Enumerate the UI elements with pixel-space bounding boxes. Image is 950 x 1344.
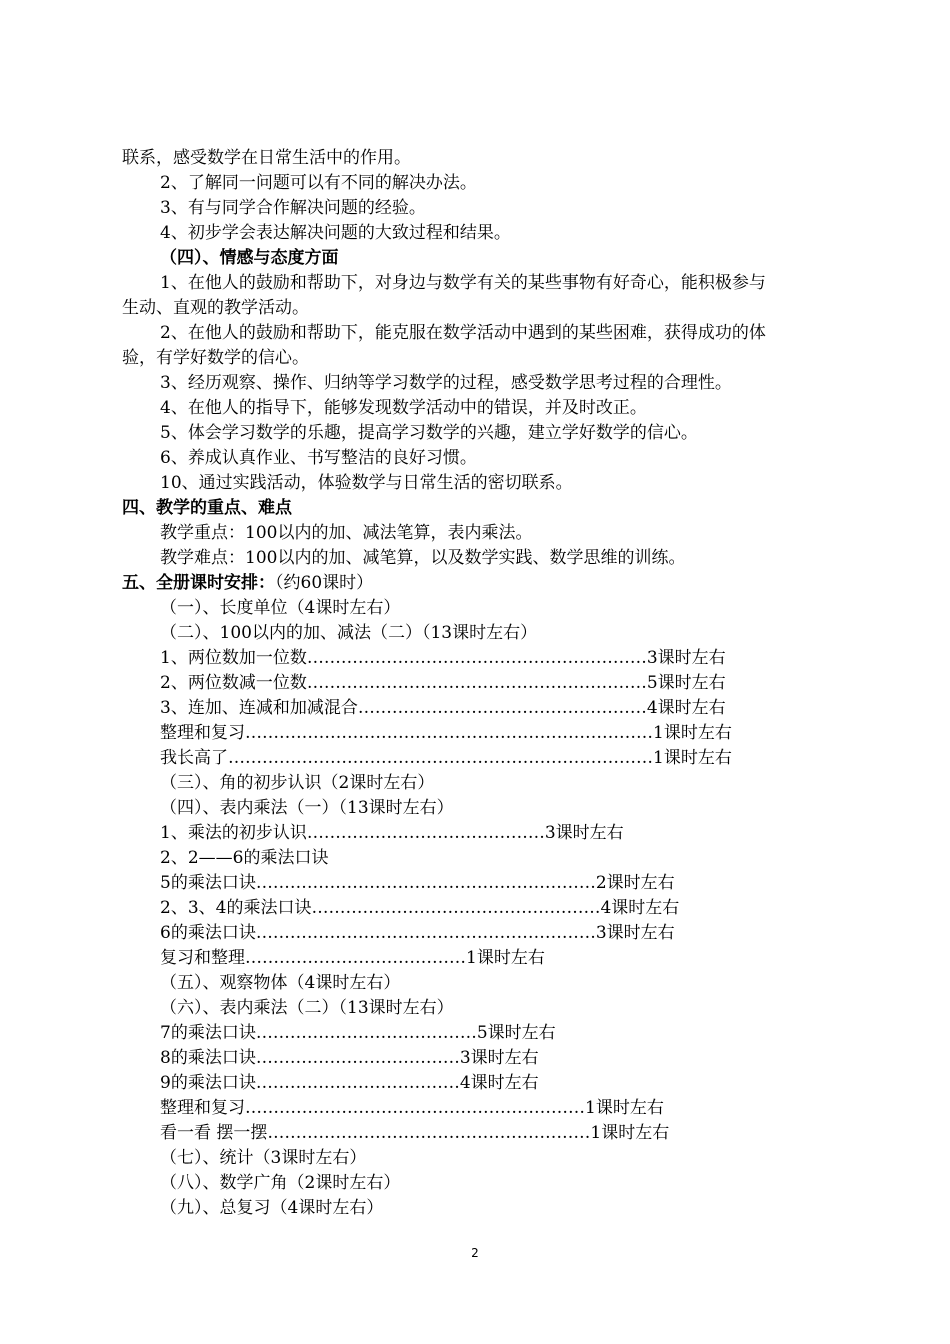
schedule-item: 1、两位数加一位数……………………………………………………3课时左右 — [160, 648, 726, 668]
schedule-unit: （四）、表内乘法（一）（13课时左右） — [160, 798, 454, 818]
section-heading-line — [122, 571, 373, 595]
paragraph-line: 10、通过实践活动，体验数学与日常生活的密切联系。 — [160, 473, 573, 493]
schedule-item: 2、两位数减一位数……………………………………………………5课时左右 — [160, 673, 726, 693]
schedule-item: 7的乘法口诀…………………………………5课时左右 — [160, 1023, 556, 1043]
schedule-item: 3、连加、连减和加减混合……………………………………………4课时左右 — [160, 698, 726, 718]
section-heading-note: （约60课时） — [275, 573, 374, 593]
schedule-item: 复习和整理…………………………………1课时左右 — [160, 948, 545, 968]
schedule-unit: （五）、观察物体（4课时左右） — [160, 973, 401, 993]
schedule-item: 9的乘法口诀………………………………4课时左右 — [160, 1073, 539, 1093]
schedule-unit: （二）、100以内的加、减法（二）（13课时左右） — [160, 623, 538, 643]
paragraph-line: 4、在他人的指导下，能够发现数学活动中的错误，并及时改正。 — [160, 398, 647, 418]
schedule-unit: （三）、角的初步认识（2课时左右） — [160, 773, 435, 793]
paragraph-line: 1、在他人的鼓励和帮助下，对身边与数学有关的某些事物有好奇心，能积极参与 — [160, 273, 766, 293]
schedule-unit: （九）、总复习（4课时左右） — [160, 1198, 384, 1218]
paragraph-line: 5、体会学习数学的乐趣，提高学习数学的兴趣，建立学好数学的信心。 — [160, 423, 698, 443]
schedule-item: 8的乘法口诀………………………………3课时左右 — [160, 1048, 539, 1068]
paragraph-line: 生动、直观的教学活动。 — [122, 298, 309, 318]
schedule-unit: （七）、统计（3课时左右） — [160, 1148, 367, 1168]
schedule-item: 看一看 摆一摆…………………………………………………1课时左右 — [160, 1123, 670, 1143]
section-heading: 五、全册课时安排： — [122, 573, 275, 593]
section-heading: （四）、情感与态度方面 — [160, 248, 339, 268]
paragraph-line: 6、养成认真作业、书写整洁的良好习惯。 — [160, 448, 477, 468]
schedule-unit: （一）、长度单位（4课时左右） — [160, 598, 401, 618]
schedule-item: 2、3、4的乘法口诀……………………………………………4课时左右 — [160, 898, 680, 918]
schedule-item: 6的乘法口诀……………………………………………………3课时左右 — [160, 923, 675, 943]
schedule-unit: （八）、数学广角（2课时左右） — [160, 1173, 401, 1193]
schedule-item: 5的乘法口诀……………………………………………………2课时左右 — [160, 873, 675, 893]
schedule-item: 1、乘法的初步认识……………………………………3课时左右 — [160, 823, 624, 843]
schedule-item: 整理和复习………………………………………………………………1课时左右 — [160, 723, 732, 743]
schedule-item: 我长高了…………………………………………………………………1课时左右 — [160, 748, 732, 768]
schedule-item: 整理和复习……………………………………………………1课时左右 — [160, 1098, 664, 1118]
paragraph-line: 教学重点：100以内的加、减法笔算，表内乘法。 — [160, 523, 533, 543]
paragraph-line: 2、了解同一问题可以有不同的解决办法。 — [160, 173, 477, 193]
schedule-item: 2、2——6的乘法口诀 — [160, 848, 329, 868]
paragraph-line: 3、经历观察、操作、归纳等学习数学的过程，感受数学思考过程的合理性。 — [160, 373, 732, 393]
section-heading: 四、教学的重点、难点 — [122, 498, 292, 518]
paragraph-line: 教学难点：100以内的加、减笔算，以及数学实践、数学思维的训练。 — [160, 548, 686, 568]
paragraph-line: 联系，感受数学在日常生活中的作用。 — [122, 148, 411, 168]
paragraph-line: 验，有学好数学的信心。 — [122, 348, 309, 368]
paragraph-line: 4、初步学会表达解决问题的大致过程和结果。 — [160, 223, 511, 243]
schedule-unit: （六）、表内乘法（二）（13课时左右） — [160, 998, 454, 1018]
paragraph-line: 2、在他人的鼓励和帮助下，能克服在数学活动中遇到的某些困难，获得成功的体 — [160, 323, 766, 343]
page-number: 2 — [471, 1246, 479, 1260]
paragraph-line: 3、有与同学合作解决问题的经验。 — [160, 198, 426, 218]
